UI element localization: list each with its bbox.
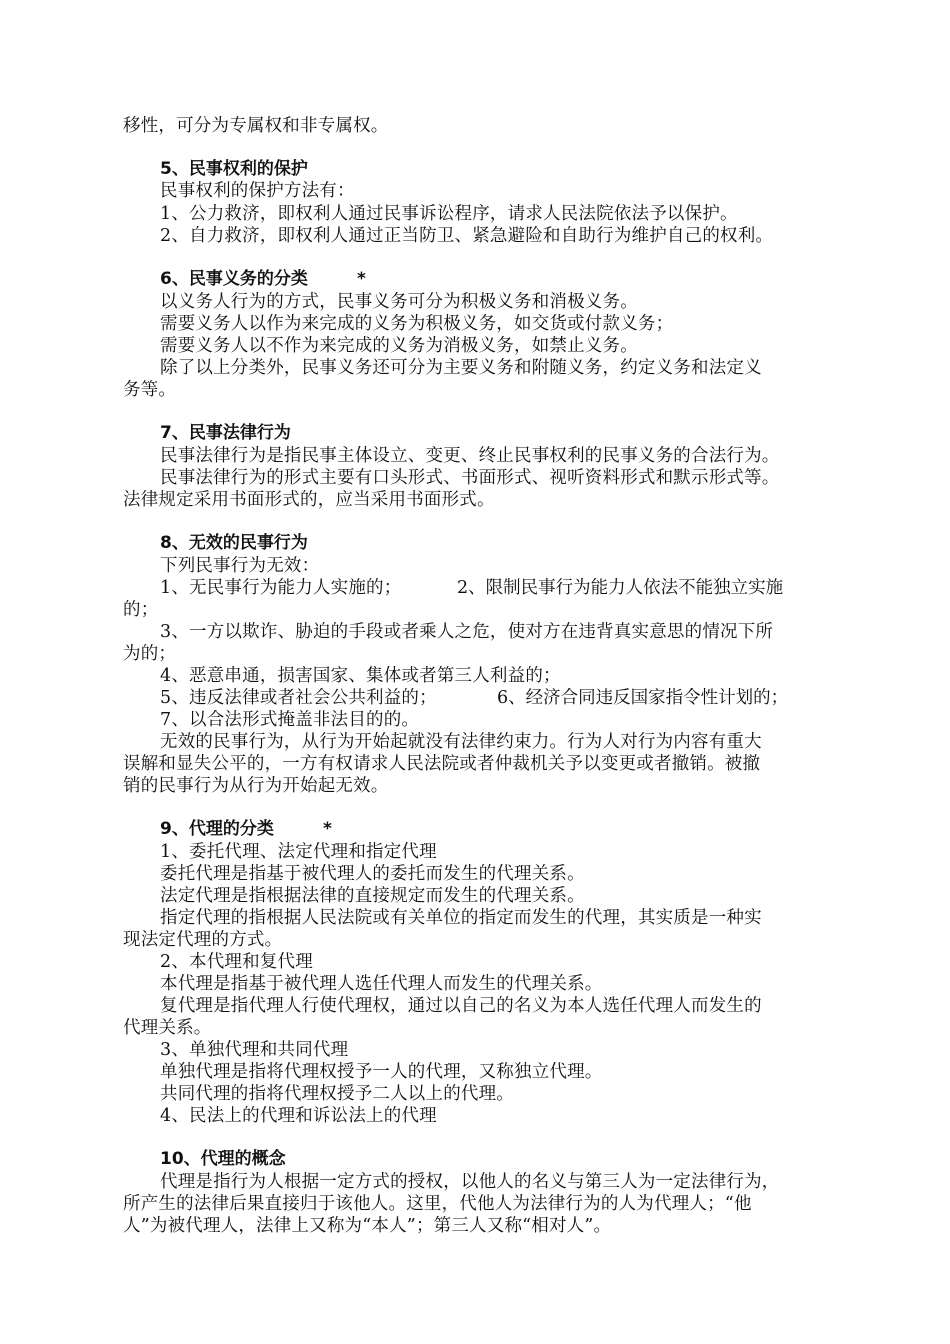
text-line: 下列民事行为无效： [160, 556, 320, 576]
text-line: 共同代理的指将代理权授予二人以上的代理。 [160, 1084, 514, 1104]
text-line: 的； [123, 600, 159, 620]
star-marker: * [357, 269, 366, 289]
text-line: 需要义务人以作为来完成的义务为积极义务，如交货或付款义务； [160, 314, 674, 334]
text-line: 销的民事行为从行为开始起无效。 [123, 776, 389, 796]
text-line: 需要义务人以不作为来完成的义务为消极义务，如禁止义务。 [160, 336, 638, 356]
text-line: 误解和显失公平的，一方有权请求人民法院或者仲裁机关予以变更或者撤销。被撤 [123, 754, 761, 774]
text-line: 民事法律行为的形式主要有口头形式、书面形式、视听资料形式和默示形式等。 [160, 468, 780, 488]
text-line: 法定代理是指根据法律的直接规定而发生的代理关系。 [160, 886, 585, 906]
text-line: 单独代理是指将代理权授予一人的代理，又称独立代理。 [160, 1062, 603, 1082]
text-line: 以义务人行为的方式，民事义务可分为积极义务和消极义务。 [160, 292, 638, 312]
text-line: 所产生的法律后果直接归于该他人。这里，代他人为法律行为的人为代理人；“他 [123, 1194, 752, 1214]
text-line: 移性，可分为专属权和非专属权。 [123, 116, 389, 136]
text-line: 无效的民事行为，从行为开始起就没有法律约束力。行为人对行为内容有重大 [160, 732, 762, 752]
text-line: 务等。 [123, 380, 177, 400]
section-heading-8: 8、无效的民事行为 [160, 533, 308, 553]
text-line: 5、违反法律或者社会公共利益的； [160, 688, 437, 708]
text-line: 法律规定采用书面形式的，应当采用书面形式。 [123, 490, 495, 510]
text-line: 委托代理是指基于被代理人的委托而发生的代理关系。 [160, 864, 585, 884]
section-heading-9: 9、代理的分类 [160, 819, 274, 839]
text-line: 4、民法上的代理和诉讼法上的代理 [160, 1106, 437, 1126]
text-line: 民事权利的保护方法有： [160, 181, 355, 201]
section-heading-6: 6、民事义务的分类 [160, 269, 308, 289]
section-heading-7: 7、民事法律行为 [160, 423, 291, 443]
text-line: 现法定代理的方式。 [123, 930, 283, 950]
text-line: 代理关系。 [123, 1018, 212, 1038]
text-line: 7、以合法形式掩盖非法目的的。 [160, 710, 420, 730]
text-line: 3、单独代理和共同代理 [160, 1040, 349, 1060]
text-line: 除了以上分类外，民事义务还可分为主要义务和附随义务，约定义务和法定义 [160, 358, 762, 378]
section-heading-5: 5、民事权利的保护 [160, 159, 308, 179]
text-line: 4、恶意串通，损害国家、集体或者第三人利益的； [160, 666, 561, 686]
text-line: 6、经济合同违反国家指令性计划的； [497, 688, 789, 708]
text-line: 指定代理的指根据人民法院或有关单位的指定而发生的代理，其实质是一种实 [160, 908, 762, 928]
star-marker: * [323, 819, 332, 839]
text-line: 代理是指行为人根据一定方式的授权，以他人的名义与第三人为一定法律行为， [160, 1172, 780, 1192]
text-line: 2、自力救济，即权利人通过正当防卫、紧急避险和自助行为维护自己的权利。 [160, 226, 774, 246]
text-line: 本代理是指基于被代理人选任代理人而发生的代理关系。 [160, 974, 603, 994]
section-heading-10: 10、代理的概念 [160, 1149, 286, 1169]
text-line: 2、本代理和复代理 [160, 952, 313, 972]
text-line: 民事法律行为是指民事主体设立、变更、终止民事权利的民事义务的合法行为。 [160, 446, 780, 466]
text-line: 1、公力救济，即权利人通过民事诉讼程序，请求人民法院依法予以保护。 [160, 204, 738, 224]
text-line: 人”为被代理人，法律上又称为“本人”；第三人又称“相对人”。 [123, 1216, 612, 1236]
text-line: 3、一方以欺诈、胁迫的手段或者乘人之危，使对方在违背真实意思的情况下所 [160, 622, 774, 642]
text-line: 1、无民事行为能力人实施的； [160, 578, 402, 598]
text-line: 为的； [123, 644, 177, 664]
text-line: 1、委托代理、法定代理和指定代理 [160, 842, 437, 862]
text-line: 2、限制民事行为能力人依法不能独立实施 [457, 578, 784, 598]
text-line: 复代理是指代理人行使代理权，通过以自己的名义为本人选任代理人而发生的 [160, 996, 762, 1016]
